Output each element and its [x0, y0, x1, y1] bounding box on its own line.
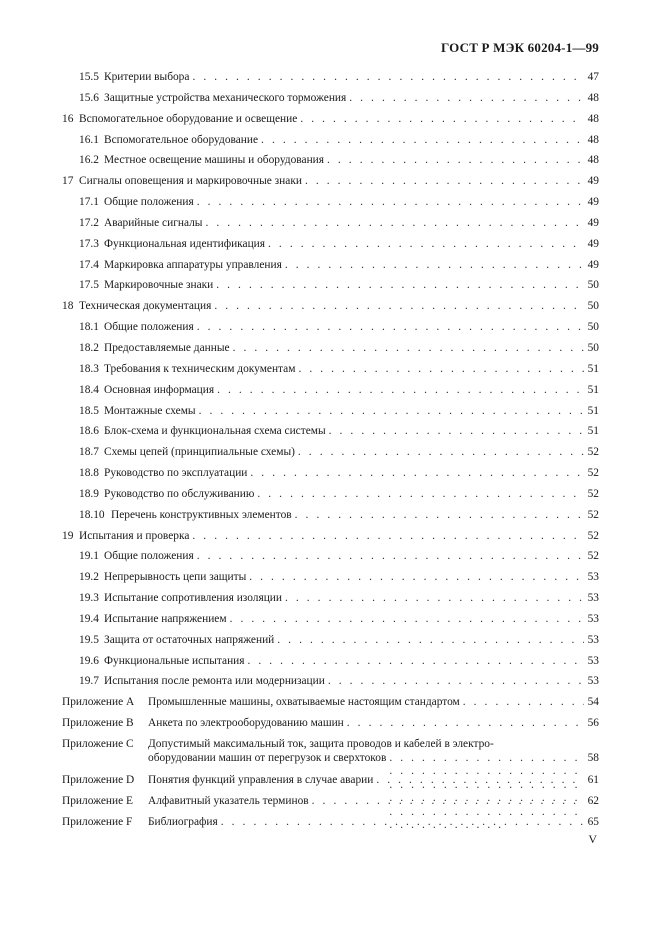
dot-leader [233, 342, 584, 355]
toc-entry-title: Перечень конструктивных элементов [111, 508, 292, 521]
toc-entry-number: 19.6 [79, 654, 99, 667]
dot-leader [221, 816, 584, 829]
dot-leader [298, 363, 584, 376]
toc-entry-title: Функциональные испытания [104, 654, 245, 667]
toc-entry[interactable] [0, 317, 661, 338]
toc-entry-number: 18.3 [79, 362, 99, 375]
toc-entry-number: 18.2 [79, 341, 99, 354]
toc-entry-title: Схемы цепей (принципиальные схемы) [104, 446, 295, 459]
toc-entry-title: Блок-схема и функциональная схема системы [104, 425, 326, 438]
dot-leader [205, 217, 584, 230]
toc-entry-page: 54 [587, 696, 599, 709]
toc-entry-number: 18.8 [79, 467, 99, 480]
toc-entry-number: 18.1 [79, 321, 99, 334]
toc-entry-number: Приложение В [62, 717, 134, 730]
toc-entry-number: 18.9 [79, 487, 99, 500]
toc-entry-page: 47 [587, 71, 599, 83]
toc-entry-page: 53 [587, 633, 599, 646]
toc-entry-page: 50 [587, 300, 599, 313]
toc-entry-number: 16 [62, 112, 74, 125]
toc-entry-title-continued: оборудовании машин от перегрузок и сверхтоков [148, 751, 387, 764]
toc-entry-page: 61 [587, 774, 599, 786]
toc-entry[interactable] [0, 380, 661, 401]
toc-entry-number: 16.2 [79, 154, 99, 167]
toc-entry-title: Понятия функций управления в случае аварии [148, 774, 374, 786]
dot-leader [197, 196, 584, 209]
toc-entry[interactable] [0, 213, 661, 234]
toc-entry-title: Требования к техническим документам [104, 362, 296, 375]
toc-entry-title: Аварийные сигналы [104, 216, 203, 229]
toc-entry-number: 18.6 [79, 425, 99, 438]
toc-entry[interactable] [0, 67, 661, 88]
toc-entry-page: 48 [587, 133, 599, 146]
toc-entry-page: 48 [587, 112, 599, 125]
toc-entry-page: 52 [587, 529, 599, 542]
toc-entry-number: 19.2 [79, 571, 99, 584]
toc-entry-page: 48 [587, 154, 599, 167]
toc-entry-number: Приложение А [62, 696, 135, 709]
toc-entry-number: Приложение С [62, 738, 134, 750]
dot-leader [257, 488, 584, 501]
toc-entry-page: 51 [587, 425, 599, 438]
dot-leader [197, 550, 584, 563]
toc-entry[interactable] [0, 88, 661, 109]
toc-entry-number: 18.7 [79, 446, 99, 459]
toc-entry-number: 15.5 [79, 71, 99, 83]
toc-entry-page: 50 [587, 341, 599, 354]
toc-entry-title: Местное освещение машины и оборудования [104, 154, 325, 167]
dot-leader [214, 300, 584, 313]
toc-entry-title: Алфавитный указатель терминов [148, 794, 309, 807]
toc-entry[interactable] [0, 338, 661, 359]
toc-entry-page: 56 [587, 717, 599, 730]
toc-entry[interactable] [0, 609, 661, 630]
toc-entry-title: Критерии выбора [104, 71, 190, 83]
toc-entry[interactable] [0, 812, 661, 833]
toc-entry[interactable] [0, 526, 661, 547]
toc-entry-page: 53 [587, 592, 599, 605]
toc-entry-page: 52 [587, 487, 599, 500]
toc-entry-number: 17.3 [79, 237, 99, 250]
toc-entry[interactable] [0, 171, 661, 192]
dot-leader [285, 592, 584, 605]
toc-entry[interactable] [0, 401, 661, 422]
toc-entry-title: Общие положения [104, 321, 194, 334]
toc-entry-page: 65 [587, 815, 599, 828]
toc-entry-page: 49 [587, 175, 599, 188]
dot-leader [250, 467, 584, 480]
dot-leader [329, 425, 584, 438]
toc-entry-page: 50 [587, 279, 599, 292]
document-header: ГОСТ Р МЭК 60204-1—99 [440, 40, 599, 55]
toc-entry-title: Испытания и проверка [79, 529, 190, 542]
dot-leader [268, 238, 584, 251]
toc-entry[interactable] [0, 630, 661, 651]
toc-entry[interactable] [0, 588, 661, 609]
toc-entry-title: Защита от остаточных напряжений [104, 633, 275, 646]
toc-entry-title: Общие положения [104, 196, 194, 209]
toc-entry-page: 51 [587, 362, 599, 375]
toc-entry-title: Общие положения [104, 550, 194, 563]
toc-entry-page: 50 [587, 321, 599, 334]
toc-entry-page: 53 [587, 612, 599, 625]
toc-entry[interactable] [0, 130, 661, 151]
toc-entry[interactable] [0, 463, 661, 484]
table-of-contents [0, 67, 661, 833]
dot-leader [305, 175, 584, 188]
toc-entry-page: 52 [587, 446, 599, 459]
toc-entry-page: 53 [587, 654, 599, 667]
toc-entry[interactable] [0, 255, 661, 276]
toc-entry-title: Руководство по эксплуатации [104, 467, 248, 480]
dot-leader [199, 405, 584, 418]
toc-entry-number: 19 [62, 529, 74, 542]
toc-entry[interactable] [0, 671, 661, 692]
toc-entry-page: 49 [587, 216, 599, 229]
dot-leader [312, 795, 584, 808]
dot-leader [217, 384, 584, 397]
dot-leader [347, 717, 584, 730]
dot-leader [285, 259, 584, 272]
toc-entry-number: 17.4 [79, 258, 99, 271]
toc-entry[interactable] [0, 505, 661, 526]
dot-leader [295, 509, 584, 522]
toc-entry-number: 18.5 [79, 404, 99, 417]
toc-entry[interactable] [0, 791, 661, 812]
dot-leader [216, 279, 584, 292]
toc-entry-number: 18 [62, 300, 74, 313]
toc-entry[interactable] [0, 692, 661, 713]
toc-entry-title: Испытание сопротивления изоляции [104, 592, 282, 605]
toc-entry-number: Приложение D [62, 774, 135, 786]
toc-entry[interactable] [0, 651, 661, 672]
dot-leader [327, 154, 584, 167]
toc-entry-number: 18.10 [79, 508, 105, 521]
toc-entry[interactable] [0, 567, 661, 588]
dot-leader [463, 696, 584, 709]
toc-entry-title: Промышленные машины, охватываемые настоящим стандартом [148, 696, 460, 709]
toc-entry-title: Библиография [148, 815, 218, 828]
dot-leader [261, 134, 584, 147]
toc-entry-number: 17.2 [79, 216, 99, 229]
dot-leader [230, 613, 584, 626]
toc-entry-page: 51 [587, 383, 599, 396]
dot-leader [192, 530, 584, 543]
dot-leader [197, 321, 584, 334]
toc-entry-title: Маркировка аппаратуры управления [104, 258, 282, 271]
toc-entry-number: Приложение Е [62, 794, 133, 807]
dot-leader [248, 655, 585, 668]
toc-entry[interactable] [0, 770, 661, 791]
toc-entry-number: 19.5 [79, 633, 99, 646]
toc-entry[interactable] [0, 734, 661, 770]
dot-leader [349, 92, 584, 105]
toc-entry-number: 18.4 [79, 383, 99, 396]
toc-entry-number: 16.1 [79, 133, 99, 146]
toc-entry-page: 53 [587, 571, 599, 584]
toc-entry-number: 17 [62, 175, 74, 188]
toc-entry-number: 19.1 [79, 550, 99, 563]
toc-entry-title: Сигналы оповещения и маркировочные знаки [79, 175, 302, 188]
toc-entry[interactable] [0, 421, 661, 442]
toc-entry-title: Вспомогательное оборудование и освещение [79, 112, 298, 125]
toc-entry-number: 19.4 [79, 612, 99, 625]
dot-leader [328, 675, 584, 688]
dot-leader [376, 774, 584, 787]
toc-entry-title: Вспомогательное оборудование [104, 133, 259, 146]
toc-entry[interactable] [0, 359, 661, 380]
toc-entry-title: Непрерывность цепи защиты [104, 571, 247, 584]
toc-entry-page: 51 [587, 404, 599, 417]
dot-leader [298, 446, 584, 459]
toc-entry-page: 62 [587, 794, 599, 807]
toc-entry-title: Допустимый максимальный ток, защита проводов и кабелей в электро- [148, 738, 494, 750]
toc-entry-page: 53 [587, 675, 599, 688]
toc-entry[interactable] [0, 546, 661, 567]
dot-leader [249, 571, 584, 584]
toc-entry-page: 49 [587, 196, 599, 209]
toc-entry-title: Предоставляемые данные [104, 341, 230, 354]
toc-entry-title: Анкета по электрооборудованию машин [148, 717, 344, 730]
toc-entry-title: Основная информация [104, 383, 215, 396]
toc-entry-title: Техническая документация [79, 300, 212, 313]
toc-entry-title: Функциональная идентификация [104, 237, 266, 250]
toc-entry-title: Маркировочные знаки [104, 279, 214, 292]
toc-entry[interactable] [0, 713, 661, 734]
toc-entry-number: Приложение F [62, 815, 133, 828]
toc-entry[interactable] [0, 442, 661, 463]
toc-entry-number: 19.3 [79, 592, 99, 605]
toc-entry[interactable] [0, 234, 661, 255]
toc-entry-title: Защитные устройства механического торможения [104, 91, 347, 104]
toc-entry-page: 52 [587, 467, 599, 480]
toc-entry-page: 49 [587, 237, 599, 250]
toc-entry-page: 52 [587, 508, 599, 521]
toc-entry-number: 15.6 [79, 91, 99, 104]
toc-entry-page: 49 [587, 258, 599, 271]
dot-leader [300, 113, 584, 126]
toc-entry-page: 52 [587, 550, 599, 563]
toc-entry[interactable] [0, 296, 661, 317]
toc-entry[interactable] [0, 484, 661, 505]
toc-entry-page: 58 [587, 751, 599, 764]
toc-entry-number: 19.7 [79, 675, 99, 688]
toc-entry[interactable] [0, 192, 661, 213]
toc-entry-title: Испытания после ремонта или модернизации [104, 675, 325, 688]
page-number: V [588, 832, 597, 846]
toc-entry-title: Руководство по обслуживанию [104, 487, 255, 500]
toc-entry-title: Испытание напряжением [104, 612, 227, 625]
toc-entry-number: 17.1 [79, 196, 99, 209]
toc-entry[interactable] [0, 275, 661, 296]
toc-entry[interactable] [0, 109, 661, 130]
toc-entry[interactable] [0, 150, 661, 171]
toc-entry-title: Монтажные схемы [104, 404, 196, 417]
dot-leader [192, 71, 584, 84]
toc-entry-page: 48 [587, 91, 599, 104]
dot-leader [277, 634, 584, 647]
toc-entry-number: 17.5 [79, 279, 99, 292]
